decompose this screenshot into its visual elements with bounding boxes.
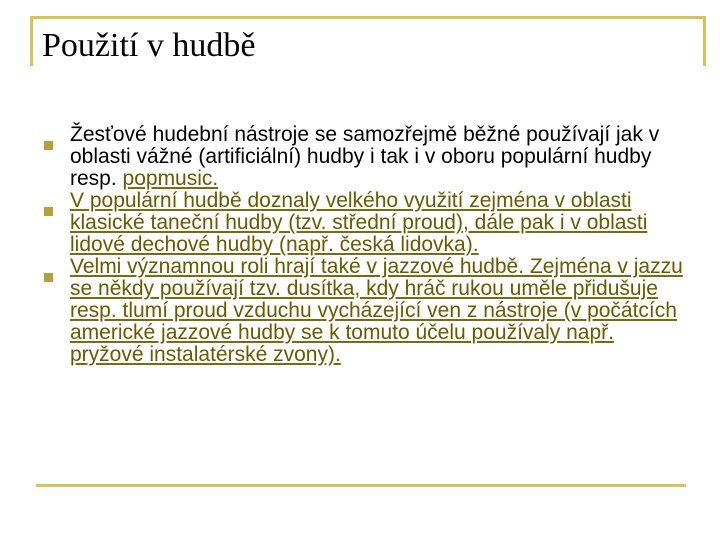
bullet-item (40, 190, 690, 256)
popmusic-link[interactable]: popmusic. (122, 167, 219, 190)
square-bullet-icon (44, 141, 53, 150)
frame-bottom-rule (36, 484, 686, 487)
jazz-link[interactable]: Velmi významnou roli hrají také v jazzové hudbě. Zejména v jazzu se někdy používají tzv. dusítka, kdy hráč rukou uměle přidušuje resp. tlumí proud vzduchu vycházející ven z nástroje (v počátcích americké jazzové hudby se k tomuto účelu používaly např. pryžové instalatérské zvony). (70, 255, 683, 366)
bullet-item (40, 124, 690, 190)
frame-left-rule (30, 16, 33, 66)
frame-right-rule (703, 16, 706, 66)
bullet-text: Žesťové hudební nástroje se samozřejmě běžné používají jak v oblasti vážné (artificiální) hudby i tak i v oboru populární hudby resp. (70, 123, 660, 190)
bullet-list (40, 124, 690, 366)
square-bullet-icon (44, 207, 53, 216)
square-bullet-icon (44, 273, 53, 282)
slide-title: Použití v hudbě (42, 27, 256, 64)
frame-top-rule (30, 16, 706, 19)
bullet-item (40, 256, 690, 366)
popular-music-link[interactable]: V populární hudbě doznaly velkého využití zejména v oblasti klasické taneční hudby (tzv. střední proud), dále pak i v oblasti lidové dechové hudby (např. česká lidovka). (70, 189, 648, 256)
